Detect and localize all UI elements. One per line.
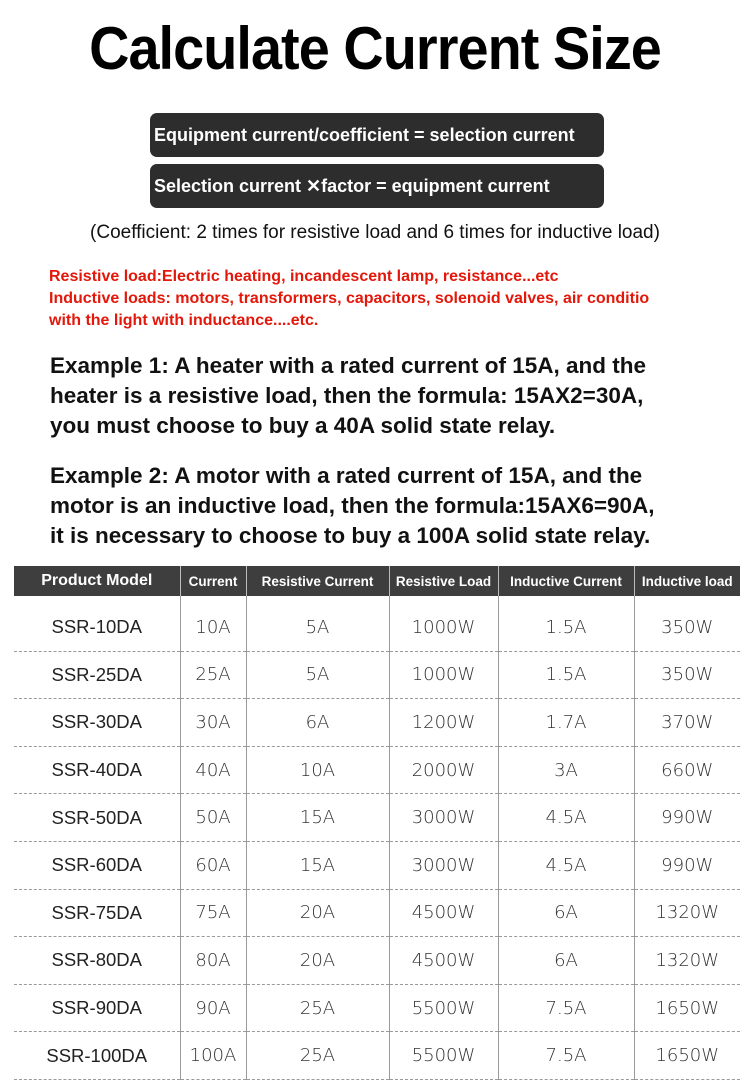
cell-inductive-load: 370W: [634, 699, 740, 747]
cell-model: SSR-50DA: [14, 794, 180, 842]
example-1-line: Example 1: A heater with a rated current of 15A, and the: [50, 353, 646, 378]
cell-resistive-load: 1200W: [389, 699, 498, 747]
cell-current: 80A: [180, 937, 246, 985]
cell-inductive-current: 7.5A: [498, 1032, 634, 1080]
cell-inductive-current: 1.5A: [498, 651, 634, 699]
cell-model: SSR-80DA: [14, 937, 180, 985]
cell-current: 40A: [180, 746, 246, 794]
table-row: [14, 889, 740, 937]
table-row: [14, 841, 740, 889]
cell-resistive-current: 5A: [246, 604, 389, 651]
cell-inductive-current: 7.5A: [498, 984, 634, 1032]
example-2-line: motor is an inductive load, then the formula:15AX6=90A,: [50, 493, 655, 518]
example-1-line: heater is a resistive load, then the formula: 15AX2=30A,: [50, 383, 644, 408]
table-body: [14, 596, 740, 1079]
cell-resistive-load: 3000W: [389, 794, 498, 842]
cell-model: SSR-25DA: [14, 651, 180, 699]
cell-model: SSR-75DA: [14, 889, 180, 937]
cell-model: SSR-30DA: [14, 699, 180, 747]
cell-inductive-current: 4.5A: [498, 841, 634, 889]
page-title: Calculate Current Size: [89, 15, 661, 82]
cell-resistive-current: 20A: [246, 937, 389, 985]
cell-inductive-load: 350W: [634, 604, 740, 651]
cell-inductive-current: 1.7A: [498, 699, 634, 747]
cell-resistive-current: 25A: [246, 984, 389, 1032]
cell-resistive-load: 1000W: [389, 604, 498, 651]
cell-inductive-load: 1320W: [634, 937, 740, 985]
load-notes: [49, 266, 750, 332]
cell-current: 30A: [180, 699, 246, 747]
table-row: [14, 699, 740, 747]
formula-box-1: Equipment current/coefficient = selection current: [150, 113, 604, 157]
cell-resistive-load: 3000W: [389, 841, 498, 889]
cell-inductive-load: 660W: [634, 746, 740, 794]
cell-current: 90A: [180, 984, 246, 1032]
cell-current: 50A: [180, 794, 246, 842]
cell-resistive-current: 6A: [246, 699, 389, 747]
cell-inductive-current: 6A: [498, 937, 634, 985]
table-row: [14, 604, 740, 651]
cell-model: SSR-100DA: [14, 1032, 180, 1080]
cell-resistive-load: 1000W: [389, 651, 498, 699]
inductive-load-note-cont: with the light with inductance....etc.: [49, 312, 319, 329]
cell-current: 75A: [180, 889, 246, 937]
table-row: [14, 1032, 740, 1080]
cell-inductive-current: 1.5A: [498, 604, 634, 651]
cell-resistive-load: 4500W: [389, 889, 498, 937]
cell-current: 100A: [180, 1032, 246, 1080]
cell-resistive-load: 5500W: [389, 984, 498, 1032]
cell-resistive-load: 5500W: [389, 1032, 498, 1080]
cell-inductive-load: 350W: [634, 651, 740, 699]
cell-inductive-load: 1650W: [634, 984, 740, 1032]
spec-table: [14, 566, 740, 1080]
cell-resistive-load: 2000W: [389, 746, 498, 794]
header-inductive-current: Inductive Current: [498, 566, 634, 596]
cell-model: SSR-10DA: [14, 604, 180, 651]
header-inductive-load: Inductive load: [634, 566, 740, 596]
cell-resistive-current: 25A: [246, 1032, 389, 1080]
cell-resistive-load: 4500W: [389, 937, 498, 985]
cell-current: 25A: [180, 651, 246, 699]
cell-model: SSR-90DA: [14, 984, 180, 1032]
cell-model: SSR-60DA: [14, 841, 180, 889]
cell-resistive-current: 10A: [246, 746, 389, 794]
table-row: [14, 984, 740, 1032]
table-header-row: [14, 566, 740, 596]
resistive-load-note: Resistive load:Electric heating, incandescent lamp, resistance...etc: [49, 268, 559, 285]
cell-resistive-current: 15A: [246, 841, 389, 889]
inductive-load-note: Inductive loads: motors, transformers, capacitors, solenoid valves, air conditio: [49, 290, 650, 307]
cell-resistive-current: 15A: [246, 794, 389, 842]
example-1: [50, 351, 750, 441]
example-2-line: Example 2: A motor with a rated current of 15A, and the: [50, 463, 643, 488]
cell-inductive-load: 1650W: [634, 1032, 740, 1080]
cell-model: SSR-40DA: [14, 746, 180, 794]
cell-inductive-current: 3A: [498, 746, 634, 794]
header-resistive-load: Resistive Load: [389, 566, 498, 596]
cell-inductive-current: 6A: [498, 889, 634, 937]
header-resistive-current: Resistive Current: [246, 566, 389, 596]
example-2-line: it is necessary to choose to buy a 100A solid state relay.: [50, 523, 651, 548]
table-spacer: [14, 596, 740, 604]
cell-inductive-current: 4.5A: [498, 794, 634, 842]
cell-inductive-load: 990W: [634, 794, 740, 842]
formula-box-2: Selection current ✕factor = equipment current: [150, 164, 604, 208]
cell-inductive-load: 990W: [634, 841, 740, 889]
table-row: [14, 794, 740, 842]
header-current: Current: [180, 566, 246, 596]
cell-resistive-current: 20A: [246, 889, 389, 937]
example-1-line: you must choose to buy a 40A solid state relay.: [50, 413, 556, 438]
cell-current: 10A: [180, 604, 246, 651]
example-2: [50, 461, 750, 551]
cell-current: 60A: [180, 841, 246, 889]
table-row: [14, 651, 740, 699]
cell-resistive-current: 5A: [246, 651, 389, 699]
header-product-model: Product Model: [14, 566, 180, 596]
table-row: [14, 746, 740, 794]
table-row: [14, 937, 740, 985]
cell-inductive-load: 1320W: [634, 889, 740, 937]
coefficient-note: (Coefficient: 2 times for resistive load and 6 times for inductive load): [90, 222, 660, 243]
